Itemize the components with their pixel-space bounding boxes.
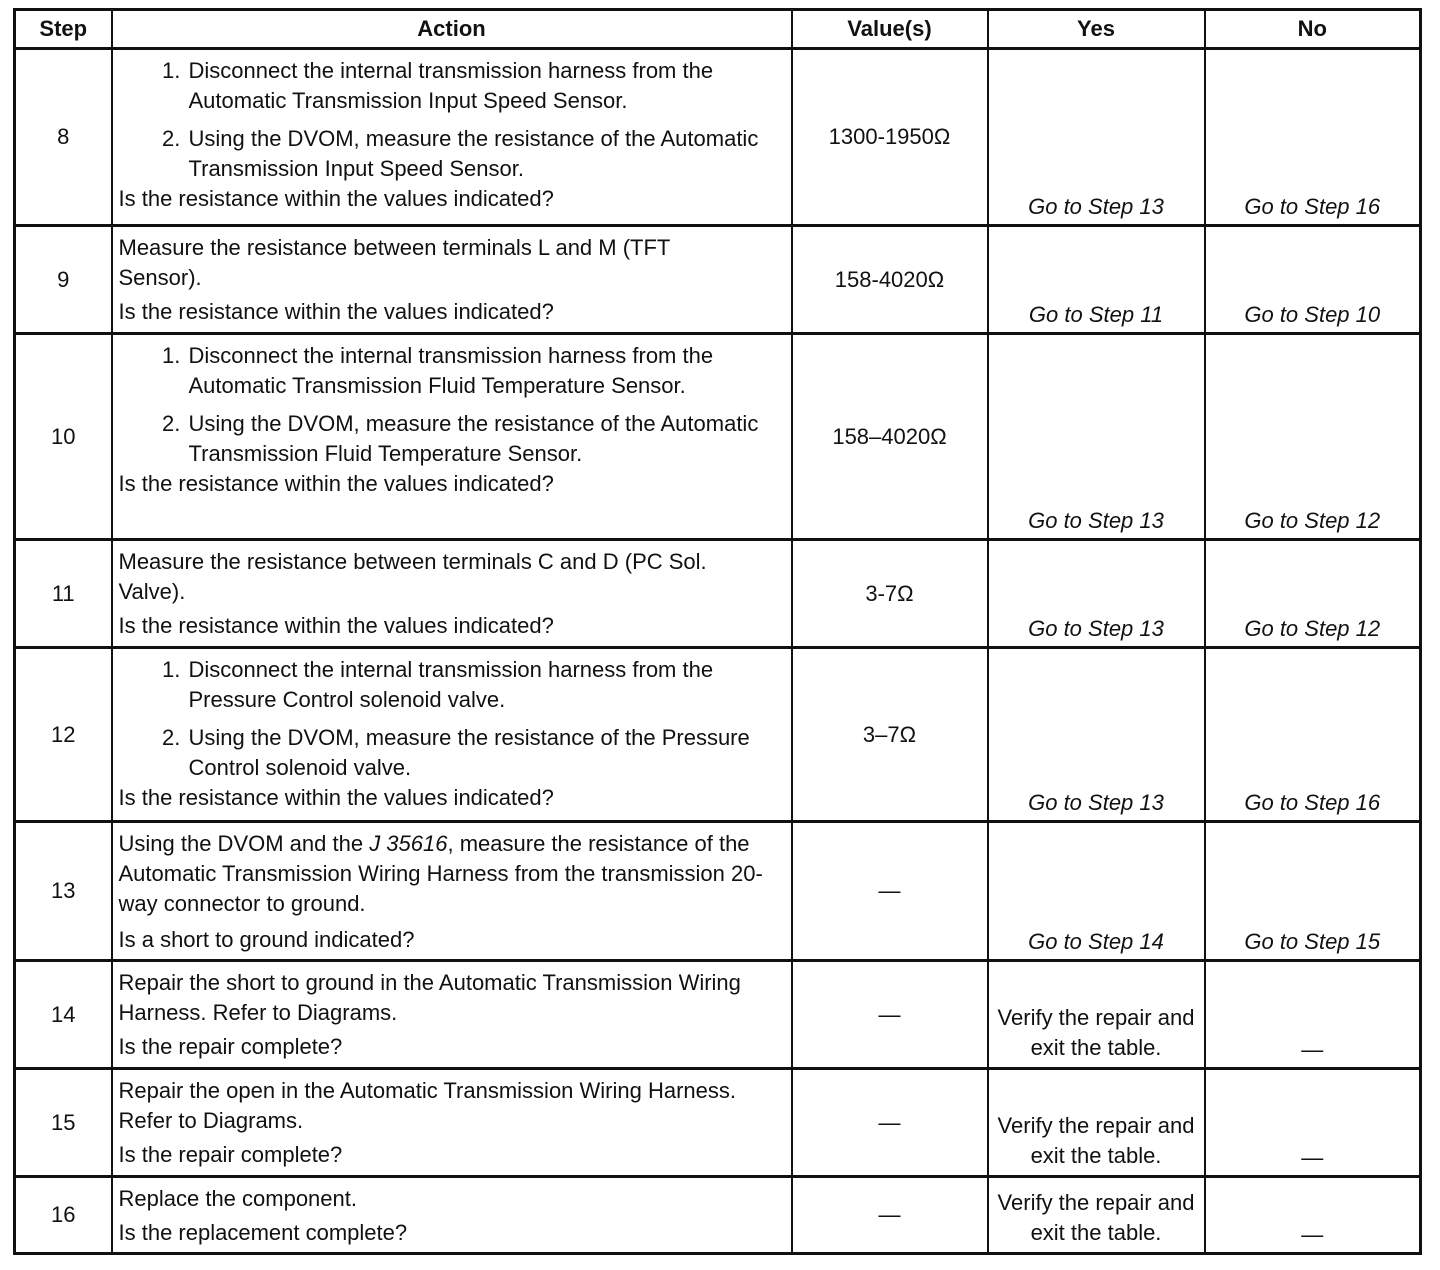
yes-cell bbox=[988, 1177, 1205, 1254]
action-text bbox=[119, 829, 785, 919]
action-text: Measure the resistance between terminals C and D (PC Sol. Valve). bbox=[118, 549, 707, 604]
header-no: No bbox=[1205, 10, 1421, 49]
action-list-item: 1. Disconnect the internal transmission harness from the Pressure Control solenoid valve. bbox=[187, 655, 765, 715]
action-list-item: 2. Using the DVOM, measure the resistance of the Automatic Transmission Fluid Temperature Sensor. bbox=[187, 409, 765, 469]
value-cell: — bbox=[792, 1177, 988, 1254]
action-cell bbox=[112, 540, 792, 648]
action-cell bbox=[112, 1177, 792, 1254]
action-question: Is the repair complete? bbox=[118, 1034, 343, 1059]
no-cell: — bbox=[1205, 1069, 1421, 1177]
value-cell: 3–7Ω bbox=[792, 648, 988, 822]
action-question: Is the resistance within the values indicated? bbox=[118, 186, 554, 211]
table-row-step-10 bbox=[15, 334, 1421, 540]
value-cell: — bbox=[792, 961, 988, 1069]
action-list bbox=[119, 341, 785, 469]
table-row-step-9 bbox=[15, 226, 1421, 334]
no-cell: Go to Step 16 bbox=[1205, 648, 1421, 822]
header-row bbox=[15, 10, 1421, 49]
yes-cell: Go to Step 14 bbox=[988, 822, 1205, 961]
table-row-step-15 bbox=[15, 1069, 1421, 1177]
no-cell: Go to Step 16 bbox=[1205, 49, 1421, 226]
step-number: 8 bbox=[15, 49, 112, 226]
step-number: 16 bbox=[15, 1177, 112, 1254]
action-question: Is the repair complete? bbox=[118, 1142, 343, 1167]
yes-cell: Go to Step 13 bbox=[988, 648, 1205, 822]
action-cell bbox=[112, 961, 792, 1069]
action-question: Is a short to ground indicated? bbox=[118, 927, 415, 952]
action-question: Is the replacement complete? bbox=[118, 1220, 408, 1245]
action-text: Repair the open in the Automatic Transmission Wiring Harness. Refer to Diagrams. bbox=[118, 1078, 737, 1133]
yes-cell: Go to Step 13 bbox=[988, 334, 1205, 540]
action-cell bbox=[112, 1069, 792, 1177]
yes-text: Verify the repair and exit the table. bbox=[997, 1113, 1195, 1168]
step-number: 13 bbox=[15, 822, 112, 961]
table-row-step-13 bbox=[15, 822, 1421, 961]
action-list bbox=[119, 56, 785, 184]
value-cell: 1300-1950Ω bbox=[792, 49, 988, 226]
action-list-item: 1. Disconnect the internal transmission harness from the Automatic Transmission Input Speed Sensor. bbox=[187, 56, 785, 116]
action-cell bbox=[112, 822, 792, 961]
step-number: 10 bbox=[15, 334, 112, 540]
action-text: Replace the component. bbox=[118, 1186, 357, 1211]
step-number: 12 bbox=[15, 648, 112, 822]
step-number: 9 bbox=[15, 226, 112, 334]
yes-cell: Go to Step 13 bbox=[988, 49, 1205, 226]
table-row-step-14 bbox=[15, 961, 1421, 1069]
action-list-item: 2. Using the DVOM, measure the resistance of the Automatic Transmission Input Speed Sensor. bbox=[187, 124, 785, 184]
yes-text: Verify the repair and exit the table. bbox=[997, 1005, 1195, 1060]
value-cell: 158-4020Ω bbox=[792, 226, 988, 334]
step-number: 15 bbox=[15, 1069, 112, 1177]
no-cell: Go to Step 12 bbox=[1205, 540, 1421, 648]
action-cell bbox=[112, 334, 792, 540]
yes-cell bbox=[988, 961, 1205, 1069]
action-list-item: 2. Using the DVOM, measure the resistance of the Pressure Control solenoid valve. bbox=[187, 723, 765, 783]
action-question: Is the resistance within the values indicated? bbox=[118, 299, 554, 324]
yes-cell: Go to Step 11 bbox=[988, 226, 1205, 334]
action-question: Is the resistance within the values indicated? bbox=[118, 471, 554, 496]
header-values: Value(s) bbox=[792, 10, 988, 49]
value-cell: — bbox=[792, 1069, 988, 1177]
diagnostic-table bbox=[13, 8, 1422, 1255]
action-question: Is the resistance within the values indicated? bbox=[118, 785, 554, 810]
table-row-step-8 bbox=[15, 49, 1421, 226]
yes-cell: Go to Step 13 bbox=[988, 540, 1205, 648]
header-action: Action bbox=[112, 10, 792, 49]
action-text-part: , measure the resistance of the Automatic Transmission Wiring Harness from the transmission 20-way connector to ground. bbox=[118, 831, 763, 916]
action-cell bbox=[112, 49, 792, 226]
value-cell: 3-7Ω bbox=[792, 540, 988, 648]
value-cell: 158–4020Ω bbox=[792, 334, 988, 540]
header-step: Step bbox=[15, 10, 112, 49]
action-list bbox=[119, 655, 785, 783]
action-cell bbox=[112, 226, 792, 334]
yes-text: Verify the repair and exit the table. bbox=[997, 1190, 1195, 1245]
no-cell: — bbox=[1205, 1177, 1421, 1254]
step-number: 11 bbox=[15, 540, 112, 648]
table-row-step-11 bbox=[15, 540, 1421, 648]
table-row-step-12 bbox=[15, 648, 1421, 822]
action-list-item: 1. Disconnect the internal transmission harness from the Automatic Transmission Fluid Temperature Sensor. bbox=[187, 341, 765, 401]
action-text: Measure the resistance between terminals L and M (TFT Sensor). bbox=[118, 235, 670, 290]
tool-reference: J 35616 bbox=[369, 831, 448, 856]
value-cell: — bbox=[792, 822, 988, 961]
action-cell bbox=[112, 648, 792, 822]
table-row-step-16 bbox=[15, 1177, 1421, 1254]
action-question: Is the resistance within the values indicated? bbox=[118, 613, 554, 638]
yes-cell bbox=[988, 1069, 1205, 1177]
action-text-part: Using the DVOM and the bbox=[118, 831, 370, 856]
no-cell: Go to Step 12 bbox=[1205, 334, 1421, 540]
step-number: 14 bbox=[15, 961, 112, 1069]
no-cell: Go to Step 15 bbox=[1205, 822, 1421, 961]
no-cell: — bbox=[1205, 961, 1421, 1069]
header-yes: Yes bbox=[988, 10, 1205, 49]
action-text: Repair the short to ground in the Automatic Transmission Wiring Harness. Refer to Diagrams. bbox=[118, 970, 741, 1025]
no-cell: Go to Step 10 bbox=[1205, 226, 1421, 334]
